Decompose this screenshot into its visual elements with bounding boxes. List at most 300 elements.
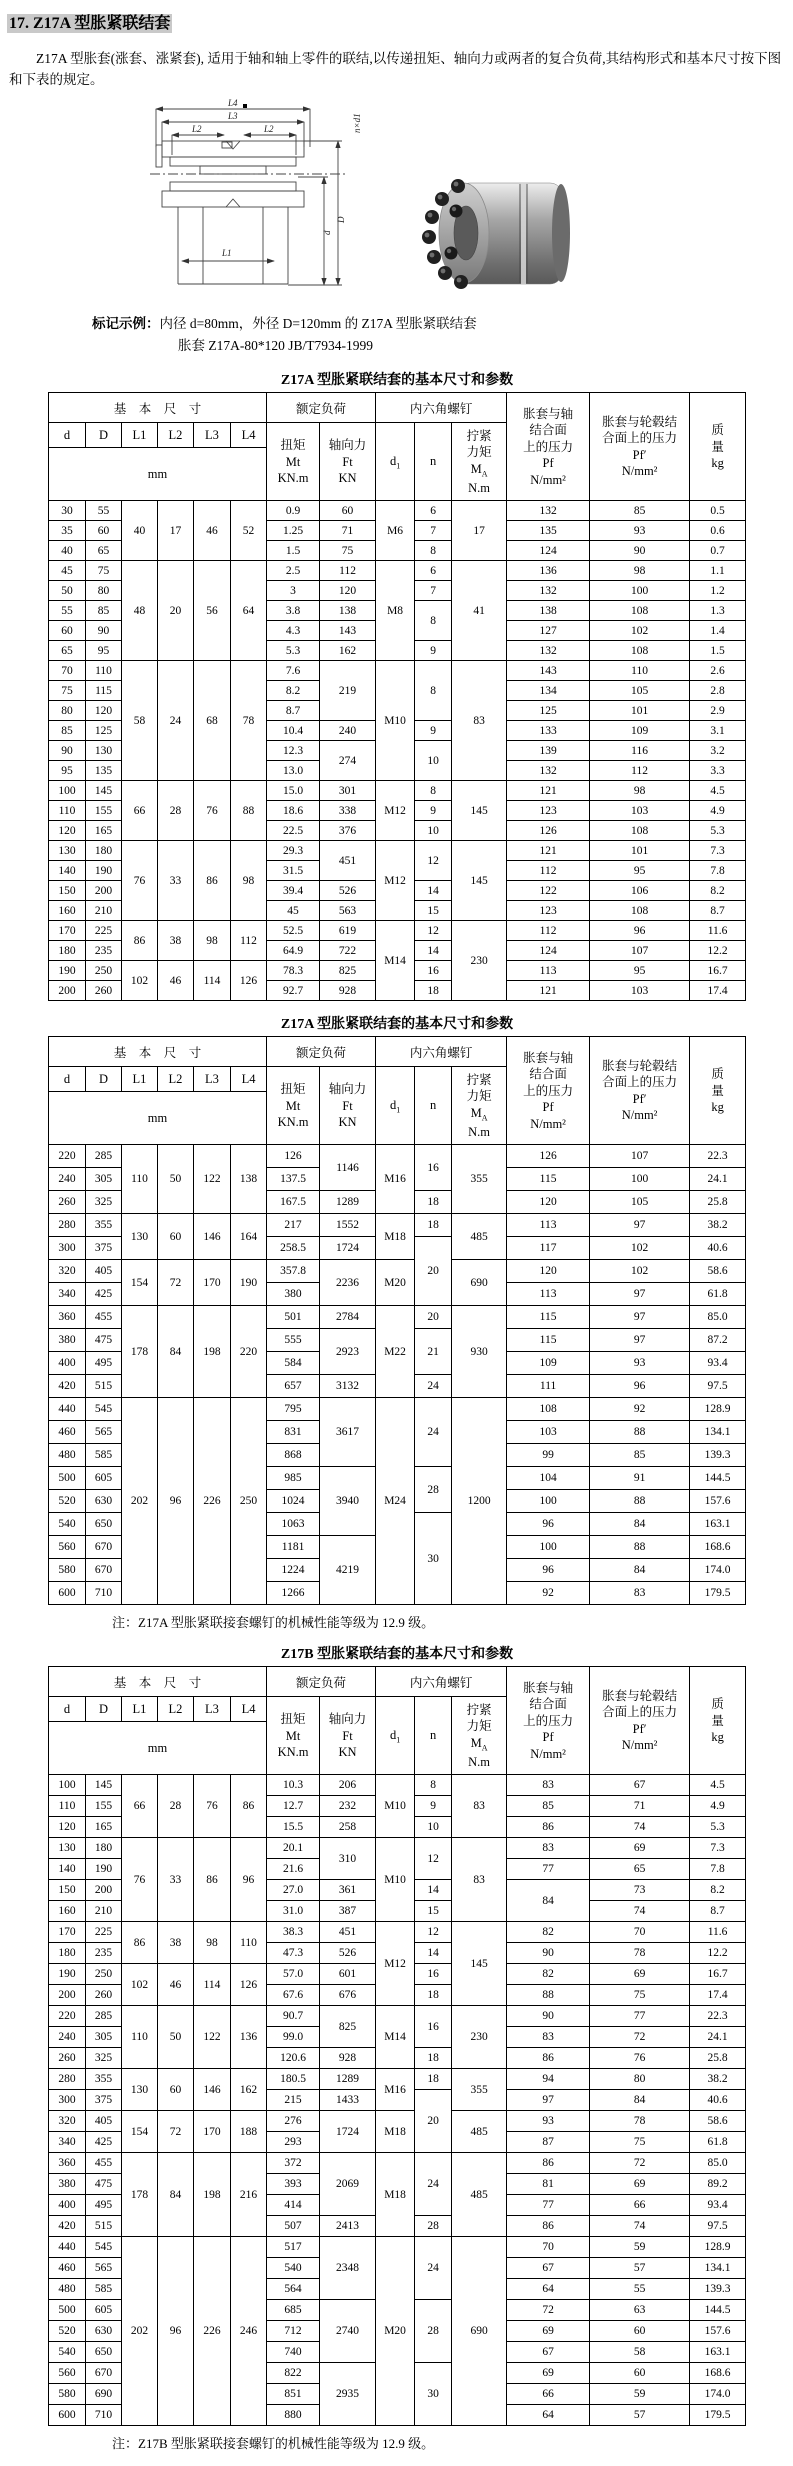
data-cell: 340	[49, 2132, 86, 2153]
data-cell: 88	[590, 1421, 690, 1444]
data-cell: 320	[49, 1260, 86, 1283]
data-cell: 240	[49, 2027, 86, 2048]
data-cell: 215	[267, 2090, 320, 2111]
data-cell: 710	[86, 2405, 122, 2426]
data-cell: 985	[267, 1467, 320, 1490]
data-cell: 174.0	[690, 1559, 746, 1582]
data-cell: 495	[86, 1352, 122, 1375]
data-cell: 325	[86, 2048, 122, 2069]
data-cell: M12	[376, 781, 415, 841]
data-cell: 155	[86, 1796, 122, 1817]
data-cell: 325	[86, 1191, 122, 1214]
header-cell: L1	[122, 423, 158, 448]
data-cell: 9	[415, 641, 452, 661]
data-cell: 650	[86, 2342, 122, 2363]
header-cell: n	[415, 423, 452, 501]
data-cell: 18	[415, 1191, 452, 1214]
data-cell: 9	[415, 801, 452, 821]
data-cell: 250	[86, 1964, 122, 1985]
data-cell: 75	[49, 681, 86, 701]
data-cell: 63	[590, 2300, 690, 2321]
data-cell: 163.1	[690, 2342, 746, 2363]
data-cell: 84	[590, 2090, 690, 2111]
header-cell: 扭矩 Mt KN.m	[267, 1697, 320, 1775]
data-cell: 113	[507, 1214, 590, 1237]
data-cell: 71	[320, 521, 376, 541]
data-cell: 123	[507, 901, 590, 921]
data-cell: 97	[507, 2090, 590, 2111]
data-cell: 95	[49, 761, 86, 781]
data-cell: 360	[49, 2153, 86, 2174]
data-cell: 5.3	[267, 641, 320, 661]
data-cell: 9	[415, 721, 452, 741]
data-cell: 795	[267, 1398, 320, 1421]
data-cell: 61.8	[690, 1283, 746, 1306]
data-cell: 110	[86, 661, 122, 681]
data-cell: 64	[507, 2279, 590, 2300]
data-cell: 605	[86, 1467, 122, 1490]
data-cell: 86	[122, 921, 158, 961]
data-cell: 75	[590, 2132, 690, 2153]
data-cell: 89.2	[690, 2174, 746, 2195]
dimension-drawing-svg	[148, 99, 363, 304]
data-cell: 145	[86, 781, 122, 801]
data-cell: 80	[49, 701, 86, 721]
table-row	[49, 1260, 746, 1283]
data-cell: 220	[49, 1145, 86, 1168]
data-cell: 73	[590, 1880, 690, 1901]
data-cell: 60	[158, 2069, 194, 2111]
header-cell: 额定负荷	[267, 1667, 376, 1697]
data-cell: 66	[122, 781, 158, 841]
data-cell: 126	[231, 1964, 267, 2006]
data-cell: 108	[590, 641, 690, 661]
data-cell: 310	[320, 1838, 376, 1880]
data-cell: 375	[86, 1237, 122, 1260]
header-cell: 轴向力 Ft KN	[320, 1067, 376, 1145]
section-drawing	[148, 99, 363, 304]
data-cell: 580	[49, 2384, 86, 2405]
data-cell: 108	[590, 601, 690, 621]
data-cell: 38	[158, 921, 194, 961]
data-cell: 28	[158, 781, 194, 841]
data-cell: 190	[231, 1260, 267, 1306]
data-cell: 109	[590, 721, 690, 741]
data-cell: 425	[86, 2132, 122, 2153]
data-cell: 1289	[320, 1191, 376, 1214]
data-cell: 10	[415, 1817, 452, 1838]
data-cell: 4.9	[690, 801, 746, 821]
data-cell: 143	[507, 661, 590, 681]
data-cell: 64	[231, 561, 267, 661]
data-cell: M18	[376, 1214, 415, 1260]
data-cell: 103	[590, 801, 690, 821]
data-cell: 1.2	[690, 581, 746, 601]
data-cell: 630	[86, 1490, 122, 1513]
data-cell: 12	[415, 1922, 452, 1943]
data-cell: 160	[49, 901, 86, 921]
data-cell: 33	[158, 841, 194, 921]
data-cell: 115	[507, 1329, 590, 1352]
data-cell: 1146	[320, 1145, 376, 1191]
data-cell: 8.2	[267, 681, 320, 701]
marking-label: 标记示例：	[92, 315, 160, 331]
data-cell: 170	[194, 2111, 231, 2153]
data-cell: 18	[415, 1985, 452, 2006]
data-cell: 136	[507, 561, 590, 581]
data-cell: 280	[49, 1214, 86, 1237]
data-cell: 83	[590, 1582, 690, 1605]
data-cell: 24.1	[690, 1168, 746, 1191]
data-cell: 2.8	[690, 681, 746, 701]
data-cell: 138	[231, 1145, 267, 1214]
data-cell: 78.3	[267, 961, 320, 981]
data-cell: 112	[320, 561, 376, 581]
data-cell: 102	[122, 961, 158, 1001]
data-cell: 565	[86, 2258, 122, 2279]
data-cell: 92	[507, 1582, 590, 1605]
data-cell: 96	[507, 1513, 590, 1536]
data-cell: 380	[49, 1329, 86, 1352]
data-cell: 180	[86, 841, 122, 861]
data-cell: 18	[415, 1214, 452, 1237]
data-cell: 110	[49, 801, 86, 821]
data-cell: 485	[452, 2111, 507, 2153]
data-cell: 16	[415, 961, 452, 981]
header-cell: L1	[122, 1697, 158, 1722]
table-row	[49, 781, 746, 801]
data-cell: 515	[86, 2216, 122, 2237]
table-row	[49, 2069, 746, 2090]
data-cell: 24	[415, 1398, 452, 1467]
data-cell: 170	[49, 1922, 86, 1943]
data-cell: 928	[320, 981, 376, 1001]
data-cell: 3.8	[267, 601, 320, 621]
page-title	[7, 10, 793, 33]
data-cell: 144.5	[690, 2300, 746, 2321]
section-photo	[420, 177, 578, 292]
data-cell: 40	[49, 541, 86, 561]
data-cell: 108	[590, 821, 690, 841]
data-cell: 77	[590, 2006, 690, 2027]
data-cell: 130	[122, 2069, 158, 2111]
header-cell: L2	[158, 1067, 194, 1092]
data-cell: 135	[507, 521, 590, 541]
data-cell: 140	[49, 861, 86, 881]
data-cell: 5.3	[690, 821, 746, 841]
data-cell: 563	[320, 901, 376, 921]
data-cell: 71	[590, 1796, 690, 1817]
data-cell: 69	[507, 2321, 590, 2342]
data-cell: 139.3	[690, 1444, 746, 1467]
data-cell: 14	[415, 1880, 452, 1901]
data-cell: 657	[267, 1375, 320, 1398]
data-cell: 13.0	[267, 761, 320, 781]
data-cell: 157.6	[690, 2321, 746, 2342]
header-cell: n	[415, 1067, 452, 1145]
data-cell: 90	[86, 621, 122, 641]
data-cell: 260	[49, 1191, 86, 1214]
data-cell: 7	[415, 581, 452, 601]
table-row	[49, 841, 746, 861]
data-cell: 20	[158, 561, 194, 661]
data-cell: 300	[49, 1237, 86, 1260]
z17a-spec-table-2	[48, 1036, 746, 1605]
data-cell: 216	[231, 2153, 267, 2237]
data-cell: 16	[415, 1145, 452, 1191]
data-cell: 3940	[320, 1467, 376, 1536]
data-cell: 65	[86, 541, 122, 561]
data-cell: 14	[415, 941, 452, 961]
data-cell: 86	[194, 841, 231, 921]
data-cell: 84	[158, 1306, 194, 1398]
data-cell: 540	[267, 2258, 320, 2279]
data-cell: 1552	[320, 1214, 376, 1237]
data-cell: 690	[86, 2384, 122, 2405]
data-cell: 30	[49, 501, 86, 521]
data-cell: 97.5	[690, 2216, 746, 2237]
data-cell: 0.9	[267, 501, 320, 521]
data-cell: 82	[507, 1964, 590, 1985]
data-cell: 485	[452, 1214, 507, 1260]
table-row	[49, 2153, 746, 2174]
data-cell: 55	[86, 501, 122, 521]
data-cell: 372	[267, 2153, 320, 2174]
data-cell: 460	[49, 1421, 86, 1444]
data-cell: 274	[320, 741, 376, 781]
data-cell: 155	[86, 801, 122, 821]
data-cell: 180.5	[267, 2069, 320, 2090]
data-cell: 120.6	[267, 2048, 320, 2069]
data-cell: 355	[452, 1145, 507, 1214]
header-cell: 胀套与轮毂结 合面上的压力 Pf′ N/mm²	[590, 1667, 690, 1775]
data-cell: 285	[86, 1145, 122, 1168]
data-cell: 10.3	[267, 1775, 320, 1796]
data-cell: 414	[267, 2195, 320, 2216]
data-cell: 101	[590, 841, 690, 861]
data-cell: 85	[49, 721, 86, 741]
data-cell: 93	[507, 2111, 590, 2132]
header-cell: 胀套与轴 结合面 上的压力 Pf N/mm²	[507, 1037, 590, 1145]
data-cell: 97	[590, 1329, 690, 1352]
data-cell: 179.5	[690, 2405, 746, 2426]
data-cell: 722	[320, 941, 376, 961]
data-cell: 70	[507, 2237, 590, 2258]
data-cell: 130	[122, 1214, 158, 1260]
data-cell: 712	[267, 2321, 320, 2342]
data-cell: 526	[320, 1943, 376, 1964]
data-cell: 240	[49, 1168, 86, 1191]
data-cell: 81	[507, 2174, 590, 2195]
data-cell: 30	[415, 2363, 452, 2426]
data-cell: 76	[194, 1775, 231, 1838]
data-cell: 72	[590, 2153, 690, 2174]
data-cell: 28	[415, 1467, 452, 1513]
data-cell: 128.9	[690, 1398, 746, 1421]
data-cell: 676	[320, 1985, 376, 2006]
data-cell: 126	[267, 1145, 320, 1168]
data-cell: 50	[158, 1145, 194, 1214]
data-cell: 520	[49, 2321, 86, 2342]
data-cell: 190	[49, 1964, 86, 1985]
data-cell: 110	[122, 1145, 158, 1214]
data-cell: 16	[415, 2006, 452, 2048]
data-cell: 25.8	[690, 2048, 746, 2069]
data-cell: 86	[231, 1775, 267, 1838]
data-cell: 685	[267, 2300, 320, 2321]
data-cell: 24	[415, 2153, 452, 2216]
data-cell: 46	[158, 961, 194, 1001]
header-cell: $d_1$	[376, 1697, 415, 1775]
data-cell: 7.8	[690, 1859, 746, 1880]
data-cell: 115	[507, 1168, 590, 1191]
data-cell: 3617	[320, 1398, 376, 1467]
header-cell: D	[86, 1067, 122, 1092]
data-cell: 12.7	[267, 1796, 320, 1817]
data-cell: 78	[231, 661, 267, 781]
data-cell: 140	[49, 1859, 86, 1880]
data-cell: 88	[590, 1490, 690, 1513]
data-cell: 121	[507, 981, 590, 1001]
data-cell: 50	[158, 2006, 194, 2069]
data-cell: 96	[158, 2237, 194, 2426]
header-cell: 拧紧 力矩 $M_A$ N.m	[452, 423, 507, 501]
data-cell: 200	[49, 981, 86, 1001]
data-cell: 88	[231, 781, 267, 841]
data-cell: 40	[122, 501, 158, 561]
data-cell: 80	[86, 581, 122, 601]
data-cell: 72	[158, 1260, 194, 1306]
data-cell: 15	[415, 901, 452, 921]
data-cell: 66	[590, 2195, 690, 2216]
data-cell: 4.5	[690, 1775, 746, 1796]
data-cell: 670	[86, 1536, 122, 1559]
data-cell: 480	[49, 1444, 86, 1467]
data-cell: 22.5	[267, 821, 320, 841]
data-cell: 868	[267, 1444, 320, 1467]
data-cell: 60	[590, 2363, 690, 2384]
data-cell: 70	[49, 661, 86, 681]
data-cell: 69	[590, 2174, 690, 2195]
data-cell: 76	[590, 2048, 690, 2069]
header-cell: 基 本 尺 寸	[49, 1037, 267, 1067]
data-cell: 125	[86, 721, 122, 741]
data-cell: 4.3	[267, 621, 320, 641]
data-cell: 0.6	[690, 521, 746, 541]
data-cell: 1433	[320, 2090, 376, 2111]
data-cell: 15.0	[267, 781, 320, 801]
data-cell: 22.3	[690, 2006, 746, 2027]
data-cell: 107	[590, 941, 690, 961]
data-cell: 501	[267, 1306, 320, 1329]
data-cell: 76	[194, 781, 231, 841]
header-cell: 质 量 kg	[690, 1667, 746, 1775]
data-cell: 113	[507, 1283, 590, 1306]
data-cell: 545	[86, 1398, 122, 1421]
header-cell: 内六角螺钉	[376, 1037, 507, 1067]
data-cell: 190	[86, 1859, 122, 1880]
data-cell: 285	[86, 2006, 122, 2027]
data-cell: 24.1	[690, 2027, 746, 2048]
data-cell: 515	[86, 1375, 122, 1398]
data-cell: 98	[590, 781, 690, 801]
data-cell: 106	[590, 881, 690, 901]
data-cell: 86	[122, 1922, 158, 1964]
header-cell: d	[49, 1697, 86, 1722]
data-cell: 630	[86, 2321, 122, 2342]
header-cell: 扭矩 Mt KN.m	[267, 423, 320, 501]
data-cell: 11.6	[690, 921, 746, 941]
data-cell: 11.6	[690, 1922, 746, 1943]
table-title-2: Z17A 型胀紧联结套的基本尺寸和参数	[280, 1017, 514, 1033]
data-cell: 52	[231, 501, 267, 561]
data-cell: 168.6	[690, 2363, 746, 2384]
data-cell: 425	[86, 1283, 122, 1306]
data-cell: 8	[415, 541, 452, 561]
header-cell: L3	[194, 1697, 231, 1722]
data-cell: 82	[507, 1922, 590, 1943]
data-cell: 40.6	[690, 1237, 746, 1260]
data-cell: M18	[376, 2153, 415, 2237]
dim-label-l2-left: L2	[192, 123, 202, 134]
data-cell: 500	[49, 2300, 86, 2321]
data-cell: 100	[49, 1775, 86, 1796]
data-cell: M14	[376, 2006, 415, 2069]
header-cell: 内六角螺钉	[376, 393, 507, 423]
data-cell: 22.3	[690, 1145, 746, 1168]
table-row	[49, 501, 746, 521]
data-cell: 17	[158, 501, 194, 561]
data-cell: 188	[231, 2111, 267, 2153]
data-cell: 30	[415, 1513, 452, 1605]
page-title-highlight: 17. Z17A 型胀紧联结套	[9, 15, 171, 32]
data-cell: 928	[320, 2048, 376, 2069]
data-cell: 132	[507, 641, 590, 661]
data-cell: 24	[158, 661, 194, 781]
data-cell: 33	[158, 1838, 194, 1922]
data-cell: 1.3	[690, 601, 746, 621]
table-section-3	[0, 1643, 793, 2452]
data-cell: 80	[590, 2069, 690, 2090]
data-cell: 14	[415, 1943, 452, 1964]
data-cell: 301	[320, 781, 376, 801]
header-cell: L3	[194, 1067, 231, 1092]
data-cell: 60	[320, 501, 376, 521]
data-cell: 540	[49, 1513, 86, 1536]
data-cell: 64	[507, 2405, 590, 2426]
data-cell: 93.4	[690, 2195, 746, 2216]
data-cell: 40.6	[690, 2090, 746, 2111]
data-cell: 338	[320, 801, 376, 821]
header-cell: 内六角螺钉	[376, 1667, 507, 1697]
data-cell: 58	[590, 2342, 690, 2363]
data-cell: 150	[49, 1880, 86, 1901]
data-cell: 110	[231, 1922, 267, 1964]
data-cell: 1181	[267, 1536, 320, 1559]
data-cell: 690	[452, 1260, 507, 1306]
data-cell: 100	[507, 1536, 590, 1559]
header-cell: L4	[231, 1067, 267, 1092]
data-cell: 170	[194, 1260, 231, 1306]
data-cell: 57.0	[267, 1964, 320, 1985]
data-cell: 130	[49, 841, 86, 861]
data-cell: 120	[507, 1191, 590, 1214]
data-cell: 144.5	[690, 1467, 746, 1490]
dim-label-nxd1: n×d1	[352, 113, 362, 133]
data-cell: 134.1	[690, 1421, 746, 1444]
data-cell: 260	[49, 2048, 86, 2069]
data-cell: 85	[590, 501, 690, 521]
